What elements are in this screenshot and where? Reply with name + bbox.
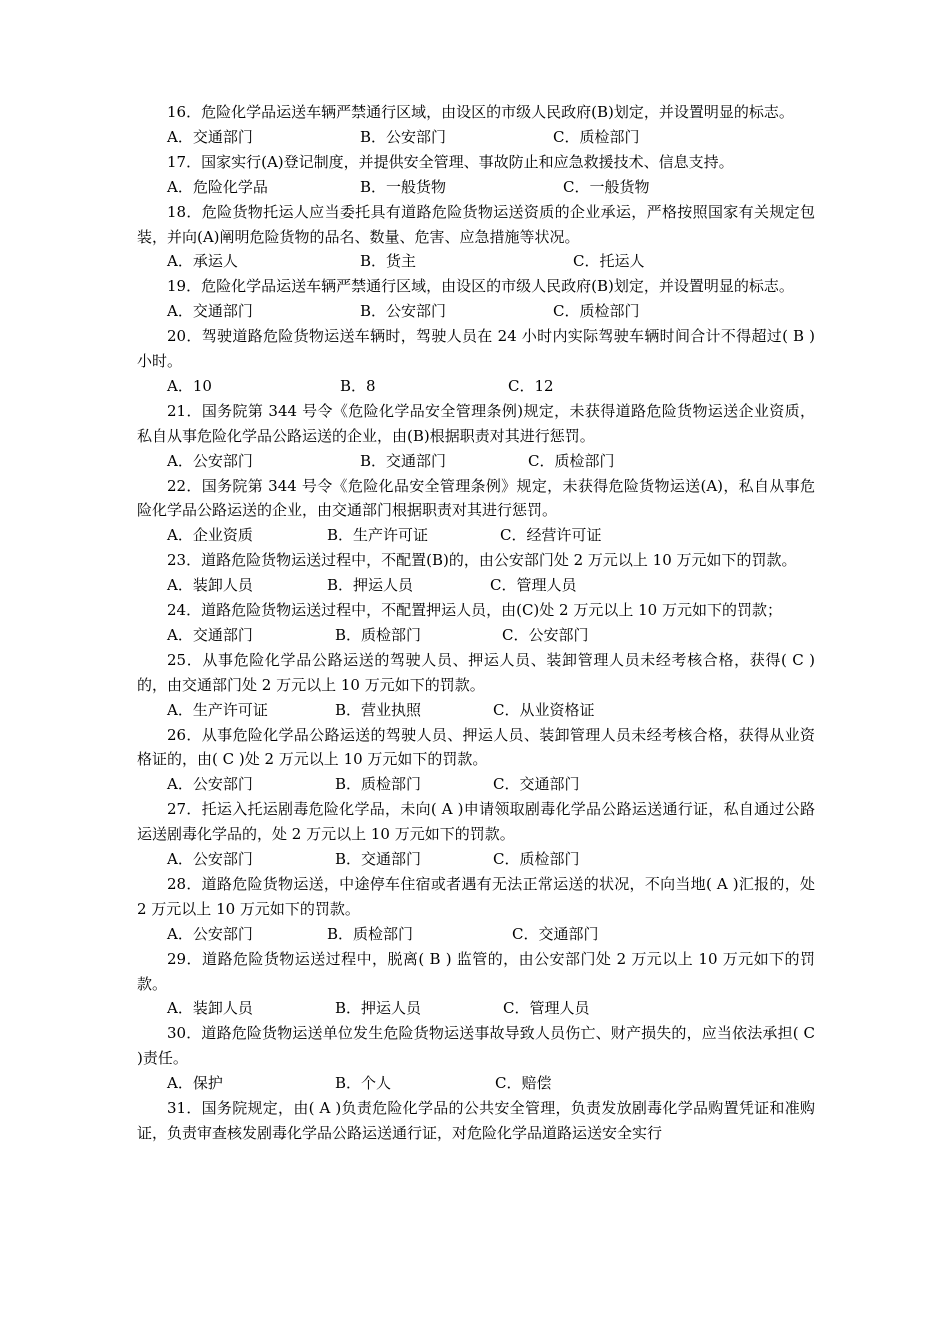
option-row <box>137 922 815 947</box>
answer-option: B．质检部门 <box>335 775 422 794</box>
option-row <box>137 125 815 150</box>
question-text: 25．从事危险化学品公路运送的驾驶人员、押运人员、装卸管理人员未经考核合格，获得( C )的，由交通部门处 2 万元以上 10 万元如下的罚款。 <box>137 650 815 694</box>
option-row <box>137 623 815 648</box>
answer-option: A．交通部门 <box>167 302 253 321</box>
question-text: 24．道路危险货物运送过程中，不配置押运人员，由(C)处 2 万元以上 10 万元如下的罚款； <box>167 601 782 619</box>
question-text: 26．从事危险化学品公路运送的驾驶人员、押运人员、装卸管理人员未经考核合格，获得从业资格证的，由( C )处 2 万元以上 10 万元如下的罚款。 <box>137 725 815 769</box>
answer-option: C．12 <box>508 376 554 395</box>
answer-option: C．管理人员 <box>503 999 590 1018</box>
question-text: 18．危险货物托运人应当委托具有道路危险货物运送资质的企业承运，严格按照国家有关规定包装，并向(A)阐明危险货物的品名、数量、危害、应急措施等状况。 <box>137 202 815 246</box>
answer-option: C．质检部门 <box>528 451 615 470</box>
question-text: 22．国务院第 344 号令《危险化品安全管理条例》规定，未获得危险货物运送(A)，私自从事危险化学品公路运送的企业，由交通部门根据职责对其进行惩罚。 <box>137 476 815 520</box>
answer-option: C．赔偿 <box>495 1074 552 1093</box>
question-text: 23．道路危险货物运送过程中，不配置(B)的，由公安部门处 2 万元以上 10 万元如下的罚款。 <box>167 551 797 570</box>
answer-option: B．质检部门 <box>327 924 414 943</box>
answer-option: A．危险化学品 <box>167 177 268 196</box>
answer-option: B．营业执照 <box>335 700 422 719</box>
question-text: 30．道路危险货物运送单位发生危险货物运送事故导致人员伤亡、财产损失的，应当依法承担( C )责任。 <box>137 1024 815 1068</box>
answer-option: C．交通部门 <box>512 924 599 943</box>
option-row <box>137 249 815 274</box>
answer-option: C．质检部门 <box>553 302 640 321</box>
answer-option: B．个人 <box>335 1074 392 1093</box>
question-text: 21．国务院第 344 号令《危险化学品安全管理条例)规定，未获得道路危险货物运送企业资质，私自从事危险化学品公路运送的企业，由(B)根据职责对其进行惩罚。 <box>137 401 815 445</box>
question-text: 29．道路危险货物运送过程中，脱离( B ) 监管的，由公安部门处 2 万元以上 10 万元如下的罚款。 <box>137 949 815 993</box>
option-row <box>137 772 815 797</box>
answer-option: C．质检部门 <box>553 127 640 146</box>
option-row <box>137 996 815 1021</box>
question-text: 31．国务院规定，由( A )负责危险化学品的公共安全管理，负责发放剧毒化学品购置凭证和准购证，负责审查核发剧毒化学品公路运送通行证，对危险化学品道路运送安全实行 <box>137 1099 815 1142</box>
answer-option: C．质检部门 <box>493 850 580 869</box>
answer-option: A．企业资质 <box>167 526 253 545</box>
answer-option: B．一般货物 <box>360 177 447 196</box>
answer-option: A．装卸人员 <box>167 999 253 1018</box>
answer-option: C．从业资格证 <box>493 700 595 719</box>
answer-option: B．交通部门 <box>335 850 422 869</box>
answer-option: C．公安部门 <box>502 625 589 644</box>
option-row <box>137 175 815 200</box>
answer-option: A．承运人 <box>167 252 238 271</box>
answer-option: C．托运人 <box>573 252 645 271</box>
answer-option: B．8 <box>340 376 376 395</box>
option-row <box>137 374 815 399</box>
answer-option: A．生产许可证 <box>167 700 268 719</box>
answer-option: A．交通部门 <box>167 625 253 644</box>
option-row <box>137 847 815 872</box>
question-list <box>137 100 815 1146</box>
option-row <box>137 573 815 598</box>
question-text: 20．驾驶道路危险货物运送车辆时，驾驶人员在 24 小时内实际驾驶车辆时间合计不得超过( B )小时。 <box>137 327 815 370</box>
question-text: 17．国家实行(A)登记制度，并提供安全管理、事故防止和应急救援技术、信息支持。 <box>167 152 734 171</box>
answer-option: C．一般货物 <box>563 177 650 196</box>
answer-option: B．生产许可证 <box>327 526 429 545</box>
answer-option: A．保护 <box>167 1074 223 1093</box>
option-row <box>137 523 815 548</box>
answer-option: B．押运人员 <box>327 576 414 595</box>
answer-option: B．押运人员 <box>335 999 422 1018</box>
question-text: 28．道路危险货物运送，中途停车住宿或者遇有无法正常运送的状况，不向当地( A )汇报的，处 2 万元以上 10 万元如下的罚款。 <box>137 874 815 918</box>
option-row <box>137 698 815 723</box>
answer-option: A．交通部门 <box>167 127 253 146</box>
answer-option: A．公安部门 <box>167 451 253 470</box>
question-text: 19．危险化学品运送车辆严禁通行区域，由设区的市级人民政府(B)划定，并设置明显的标志。 <box>167 277 794 296</box>
answer-option: C．经营许可证 <box>500 526 602 545</box>
answer-option: A．装卸人员 <box>167 576 253 595</box>
answer-option: B．货主 <box>360 252 417 271</box>
option-row <box>137 1071 815 1096</box>
answer-option: B．质检部门 <box>335 625 422 644</box>
question-text: 27．托运入托运剧毒危险化学品，未向( A )申请领取剧毒化学品公路运送通行证，私自通过公路运送剧毒化学品的，处 2 万元以上 10 万元如下的罚款。 <box>137 800 815 844</box>
answer-option: A．公安部门 <box>167 850 253 869</box>
answer-option: B．公安部门 <box>360 302 447 321</box>
answer-option: C．管理人员 <box>490 576 577 595</box>
answer-option: A．公安部门 <box>167 924 253 943</box>
answer-option: A．公安部门 <box>167 775 253 794</box>
answer-option: C．交通部门 <box>493 775 580 794</box>
answer-option: B．公安部门 <box>360 127 447 146</box>
answer-option: B．交通部门 <box>360 451 447 470</box>
answer-option: A．10 <box>167 376 212 395</box>
question-text: 16．危险化学品运送车辆严禁通行区域，由设区的市级人民政府(B)划定，并设置明显的标志。 <box>167 103 794 121</box>
option-row <box>137 299 815 324</box>
option-row <box>137 449 815 474</box>
